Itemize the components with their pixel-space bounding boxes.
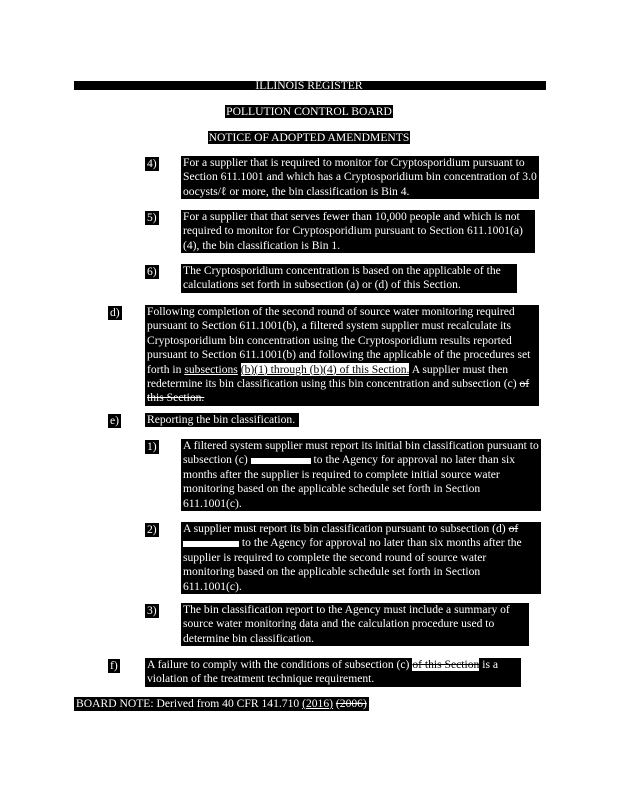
item-5-text: For a supplier that that serves fewer than 10,000 people and which is not required to monitor for Cryptosporidium pursuant to Section 611.1001(a)(4), the bin classification is Bin 1. [181, 210, 535, 253]
section-e-text: Reporting the bin classification. [145, 413, 299, 427]
item-e1-label: 1) [147, 440, 157, 453]
item-4-text: For a supplier that is required to monitor for Cryptosporidium pursuant to Section 611.1001 and which has a Cryptosporidium bin concentration of 3.0 oocysts/ℓ or more, the bin classification is Bin 4. [181, 156, 539, 199]
board-title: POLLUTION CONTROL BOARD [226, 105, 392, 118]
item-e3-label: 3) [147, 604, 157, 617]
item-5-label: 5) [147, 211, 157, 224]
item-e2-text: A supplier must report its bin classification pursuant to subsection (d) of to the Agency for approval no later than six months after the supplier is required to complete the second round of source water monitoring based on the applicable schedule set forth in Section 611.1001(c). [181, 522, 541, 594]
item-4-label: 4) [147, 157, 157, 170]
section-d-label: d) [110, 306, 120, 319]
board-note: BOARD NOTE: Derived from 40 CFR 141.710 (2016) (2006) [76, 697, 367, 710]
item-e3-text: The bin classification report to the Agency must include a summary of source water monitoring data and the calculation procedure used to determine bin classification. [181, 603, 529, 646]
item-6-text: The Cryptosporidium concentration is based on the applicable of the calculations set forth in subsection (a) or (d) of this Section. [181, 264, 517, 293]
section-f-text: A failure to comply with the conditions of subsection (c) of this Section is a violation of the treatment technique requirement. [145, 658, 521, 687]
item-6-label: 6) [147, 265, 157, 278]
section-f-label: f) [110, 659, 118, 672]
notice-title: NOTICE OF ADOPTED AMENDMENTS [208, 131, 410, 144]
section-d-text: Following completion of the second round of source water monitoring required pursuant to Section 611.1001(b), a filtered system supplier must recalculate its Cryptosporidium bin concentration using the Cryptosporidium results reported pursuant to Section 611.1001(b) and following the applicable of the procedures set forth in subsections (b)(1) through (b)(4) of this Section. A supplier must then redetermine its bin classification using this bin concentration and subsection (c) of this Section. [145, 305, 539, 406]
section-e-label: e) [110, 414, 120, 427]
register-title: ILLINOIS REGISTER [255, 79, 363, 92]
item-e1-text: A filtered system supplier must report its initial bin classification pursuant to subsection (c) to the Agency for approval no later than six months after the supplier is required to complete initial source water monitoring based on the applicable schedule set forth in Section 611.1001(c). [181, 439, 541, 511]
item-e2-label: 2) [147, 523, 157, 536]
